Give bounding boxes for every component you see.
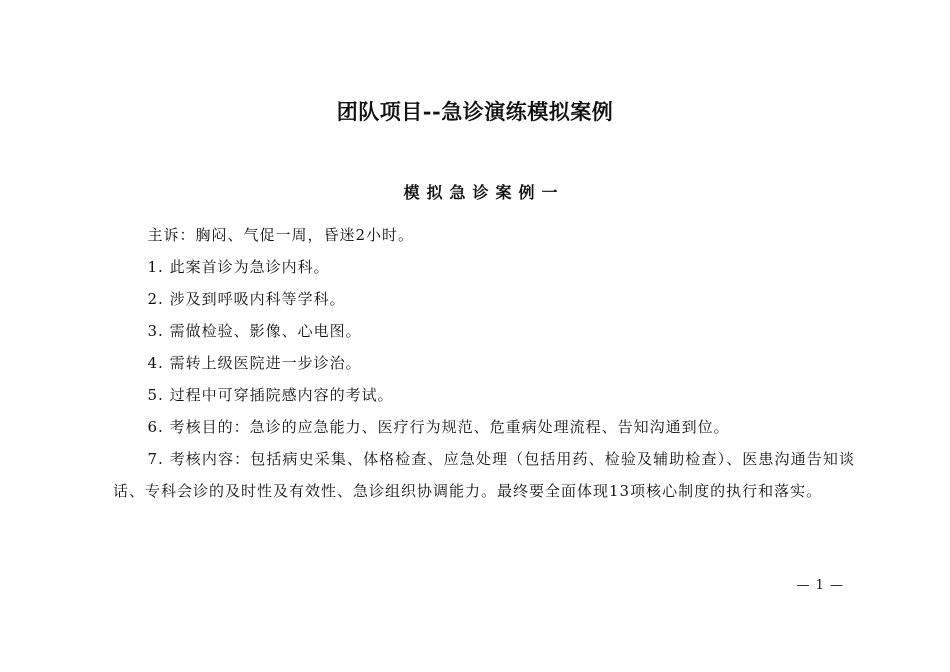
page-number: — 1 —: [796, 578, 844, 593]
list-item: 1. 此案首诊为急诊内科。: [147, 258, 330, 276]
list-item: 7. 考核内容：包括病史采集、体格检查、应急处理（包括用药、检验及辅助检查）、医患沟通告知谈话、专科会诊的及时性及有效性、急诊组织协调能力。最终要全面体现13项核心制度的执行和落实。: [113, 450, 855, 500]
list-item: 5. 过程中可穿插院感内容的考试。: [147, 386, 394, 404]
list-item: 3. 需做检验、影像、心电图。: [147, 322, 362, 340]
list-item: 4. 需转上级医院进一步诊治。: [147, 354, 362, 372]
document-body: [113, 219, 855, 507]
chief-complaint: 主诉：胸闷、气促一周，昏迷2小时。: [147, 226, 415, 244]
list-item: 6. 考核目的：急诊的应急能力、医疗行为规范、危重病处理流程、告知沟通到位。: [147, 418, 730, 436]
document-title: 团队项目--急诊演练模拟案例: [336, 99, 614, 124]
list-item: 2. 涉及到呼吸内科等学科。: [147, 290, 346, 308]
section-title: 模拟急诊案例一: [403, 183, 565, 202]
